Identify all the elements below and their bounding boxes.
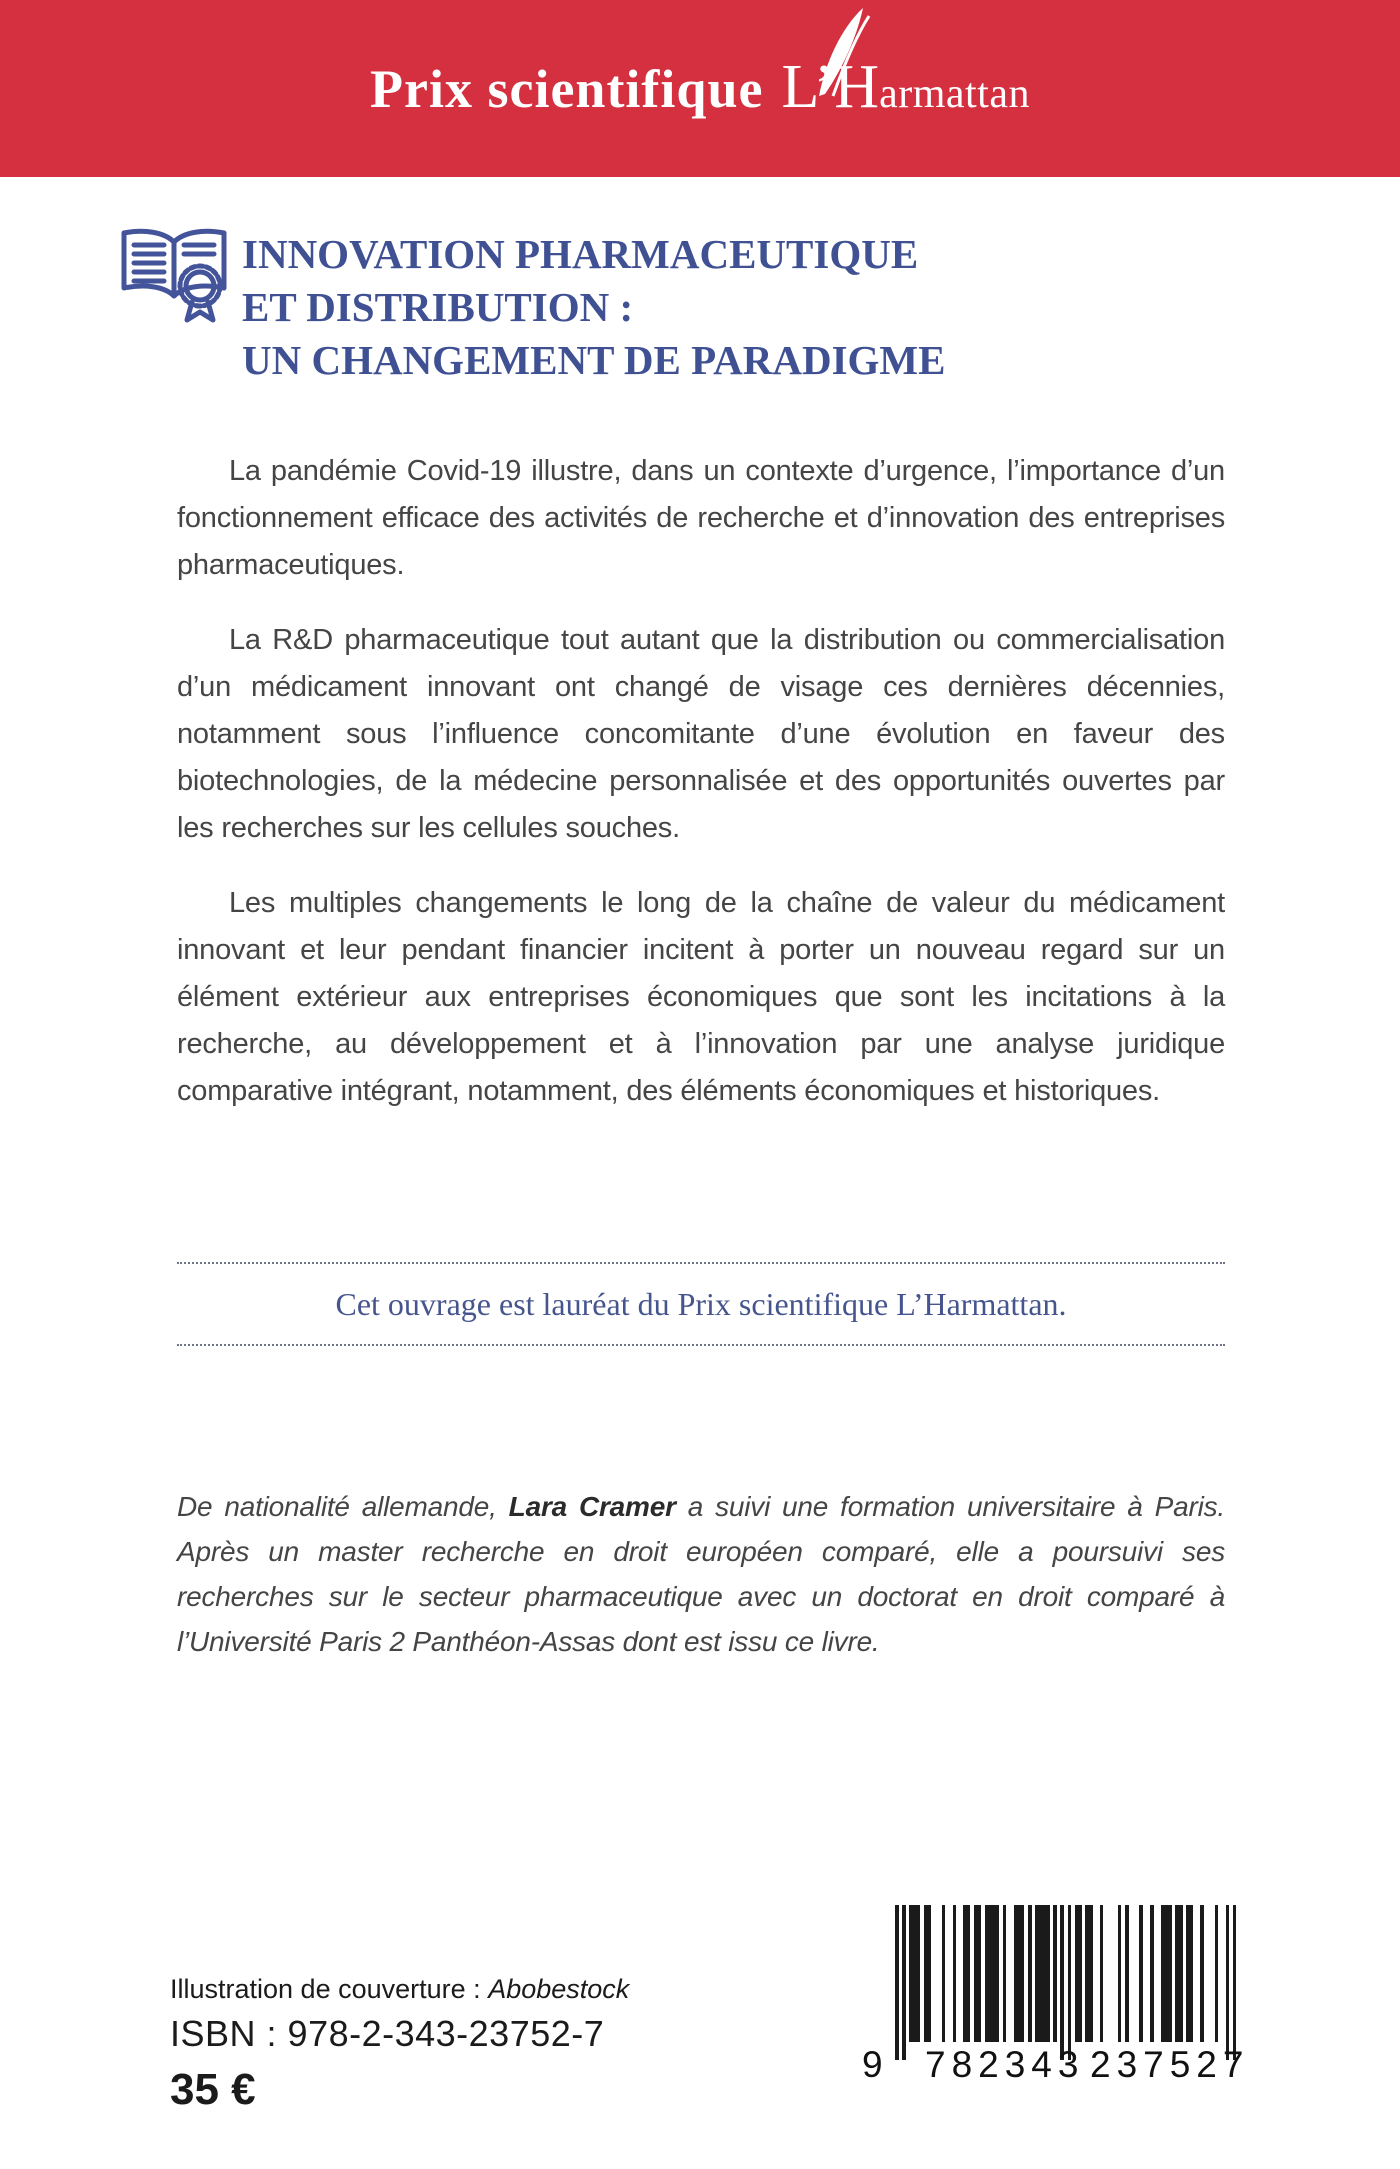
barcode bbox=[862, 1905, 1250, 2085]
cover-credit-value: Abobestock bbox=[488, 1974, 630, 2004]
author-bio bbox=[177, 1484, 1225, 1664]
synopsis bbox=[177, 448, 1225, 1143]
publisher-logo-rest: armattan bbox=[879, 71, 1030, 117]
barcode-digit-first: 9 bbox=[862, 2044, 889, 2085]
barcode-digits-right: 237527 bbox=[1090, 2044, 1250, 2085]
cover-credit-label: Illustration de couverture : bbox=[170, 1974, 481, 2004]
barcode-bars bbox=[895, 1905, 1237, 2060]
book-award-icon bbox=[112, 222, 238, 324]
price: 35 € bbox=[170, 2065, 256, 2114]
prize-banner-text bbox=[0, 52, 1400, 123]
synopsis-paragraph-1: La pandémie Covid-19 illustre, dans un contexte d’urgence, l’importance d’un fonctionnement efficace des activités de recherche et d’innovation des entreprises pharmaceutiques. bbox=[177, 455, 1225, 581]
book-title bbox=[242, 228, 1102, 387]
publisher-logo bbox=[781, 52, 1030, 123]
book-title-line-3: UN CHANGEMENT DE PARADIGME bbox=[242, 337, 946, 383]
publisher-logo-lh: L’H bbox=[781, 53, 880, 121]
author-name: Lara Cramer bbox=[508, 1491, 676, 1522]
synopsis-paragraph-2: La R&D pharmaceutique tout autant que la distribution ou commercialisation d’un médicament innovant ont changé de visage ces dernières décennies, notamment sous l’influence concomitante d’une évolution en faveur des biotechnologies, de la médecine personnalisée et des opportunités ouvertes par les recherches sur les cellules souches. bbox=[177, 624, 1225, 844]
author-bio-prefix: De nationalité allemande, bbox=[177, 1491, 509, 1522]
cover-credit bbox=[170, 1974, 629, 2005]
book-title-line-2: ET DISTRIBUTION : bbox=[242, 284, 634, 330]
book-title-line-1: INNOVATION PHARMACEUTIQUE bbox=[242, 231, 919, 277]
feather-icon bbox=[813, 6, 871, 98]
prize-label: Prix scientifique bbox=[370, 59, 764, 119]
barcode-digits-left: 782343 bbox=[925, 2044, 1085, 2085]
synopsis-paragraph-3: Les multiples changements le long de la chaîne de valeur du médicament innovant et leur pendant financier incitent à porter un nouveau regard sur un élément extérieur aux entreprises économiques que sont les incitations à la recherche, au développement et à l’innovation par une analyse juridique comparative intégrant, notamment, des éléments économiques et historiques. bbox=[177, 887, 1225, 1107]
prize-banner bbox=[0, 0, 1400, 177]
isbn bbox=[170, 2013, 629, 2055]
isbn-label: ISBN : bbox=[170, 2013, 278, 2054]
footer-info bbox=[170, 1974, 629, 2115]
award-strip bbox=[177, 1262, 1225, 1346]
award-note: Cet ouvrage est lauréat du Prix scientifique L’Harmattan. bbox=[335, 1286, 1067, 1322]
isbn-value: 978-2-343-23752-7 bbox=[287, 2013, 605, 2054]
author-bio-suffix: a suivi une formation universitaire à Paris. Après un master recherche en droit européen comparé, elle a poursuivi ses recherches sur le secteur pharmaceutique avec un doctorat en droit comparé à l’Université Paris 2 Panthéon-Assas dont est issu ce livre. bbox=[177, 1491, 1225, 1657]
